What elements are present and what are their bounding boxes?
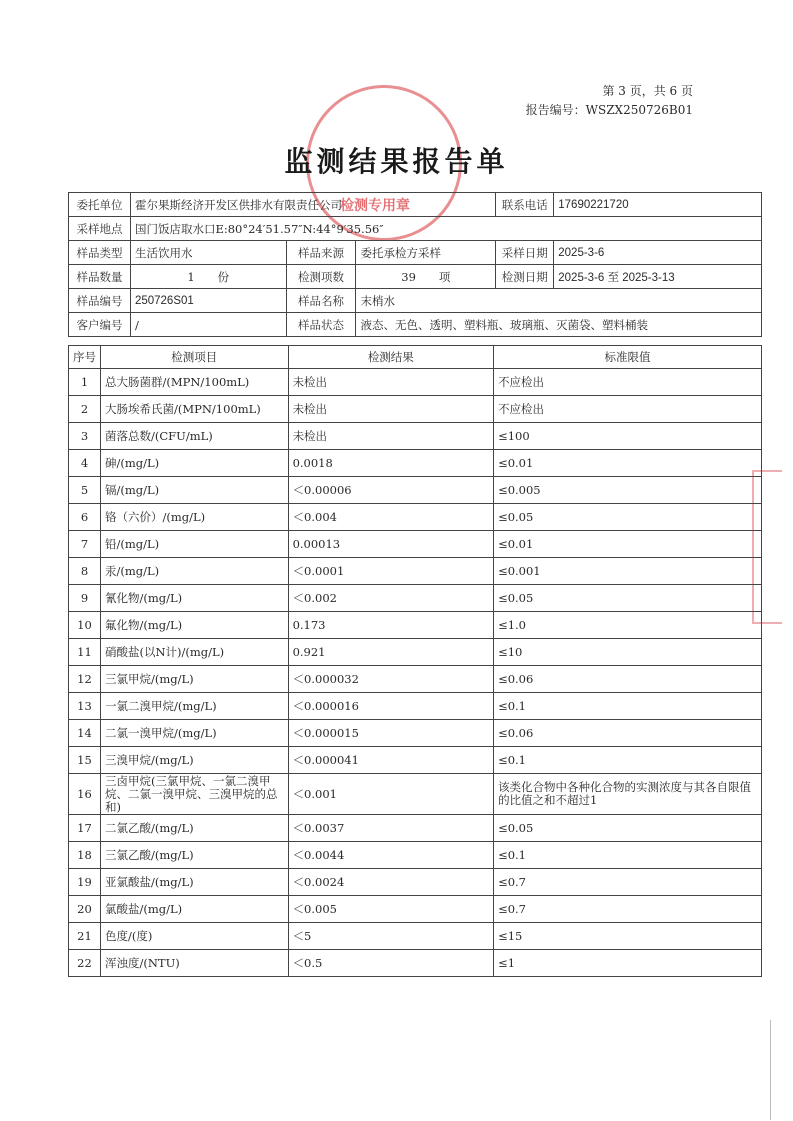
test-date-value: 2025-3-6 至 2025-3-13	[554, 265, 762, 289]
table-row	[69, 477, 762, 504]
row-number: 20	[69, 896, 101, 923]
row-number: 19	[69, 869, 101, 896]
phone-value: 17690221720	[554, 193, 762, 217]
report-number: 报告编号：WSZX250726B01	[525, 103, 693, 117]
row-number: 21	[69, 923, 101, 950]
qty-label: 样品数量	[69, 265, 131, 289]
client-value: 霍尔果斯经济开发区供排水有限责任公司	[130, 193, 495, 217]
name-label: 样品名称	[286, 289, 356, 313]
test-result: 0.0018	[288, 450, 494, 477]
test-item: 氟化物/(mg/L)	[101, 612, 289, 639]
source-label: 样品来源	[286, 241, 356, 265]
table-row	[69, 612, 762, 639]
state-value: 液态、无色、透明、塑料瓶、玻璃瓶、灭菌袋、塑料桶装	[356, 313, 762, 337]
scan-artifact	[770, 1020, 771, 1120]
test-result: ＜0.0037	[288, 815, 494, 842]
row-number: 16	[69, 774, 101, 815]
code-label: 样品编号	[69, 289, 131, 313]
test-item: 铅/(mg/L)	[101, 531, 289, 558]
standard-limit: ≤0.06	[494, 666, 762, 693]
results-header-row	[69, 346, 762, 369]
table-row	[69, 558, 762, 585]
standard-limit: ≤0.05	[494, 585, 762, 612]
standard-limit: ≤0.01	[494, 450, 762, 477]
test-result: 0.921	[288, 639, 494, 666]
row-number: 22	[69, 950, 101, 977]
site-label: 采样地点	[69, 217, 131, 241]
row-number: 15	[69, 747, 101, 774]
test-result: ＜5	[288, 923, 494, 950]
row-number: 14	[69, 720, 101, 747]
test-item: 汞/(mg/L)	[101, 558, 289, 585]
table-row	[69, 774, 762, 815]
test-item: 砷/(mg/L)	[101, 450, 289, 477]
row-number: 5	[69, 477, 101, 504]
info-row	[69, 265, 762, 289]
info-row	[69, 289, 762, 313]
row-number: 10	[69, 612, 101, 639]
standard-limit: ≤10	[494, 639, 762, 666]
row-number: 8	[69, 558, 101, 585]
standard-limit: ≤0.1	[494, 693, 762, 720]
standard-limit: ≤0.1	[494, 842, 762, 869]
row-number: 1	[69, 369, 101, 396]
source-value: 委托承检方采样	[356, 241, 496, 265]
items-value: 39 项	[356, 265, 496, 289]
page-number: 第 3 页，共 6 页	[602, 84, 693, 98]
table-row	[69, 842, 762, 869]
row-number: 9	[69, 585, 101, 612]
table-row	[69, 869, 762, 896]
test-result: ＜0.000041	[288, 747, 494, 774]
standard-limit: ≤0.005	[494, 477, 762, 504]
row-number: 18	[69, 842, 101, 869]
row-number: 13	[69, 693, 101, 720]
results-table	[68, 345, 762, 977]
standard-limit: ≤0.01	[494, 531, 762, 558]
test-result: ＜0.0001	[288, 558, 494, 585]
column-header: 标准限值	[494, 346, 762, 369]
sample-date-value: 2025-3-6	[554, 241, 762, 265]
page-info	[526, 82, 693, 120]
test-result: ＜0.001	[288, 774, 494, 815]
test-result: ＜0.000016	[288, 693, 494, 720]
test-item: 大肠埃希氏菌/(MPN/100mL)	[101, 396, 289, 423]
test-item: 三氯乙酸/(mg/L)	[101, 842, 289, 869]
standard-limit: ≤0.06	[494, 720, 762, 747]
page-title: 监测结果报告单	[284, 145, 509, 178]
items-label: 检测项数	[286, 265, 356, 289]
test-result: ＜0.005	[288, 896, 494, 923]
row-number: 4	[69, 450, 101, 477]
column-header: 检测结果	[288, 346, 494, 369]
name-value: 末梢水	[356, 289, 762, 313]
row-number: 7	[69, 531, 101, 558]
test-item: 二氯一溴甲烷/(mg/L)	[101, 720, 289, 747]
test-result: ＜0.0044	[288, 842, 494, 869]
test-item: 三卤甲烷(三氯甲烷、一氯二溴甲烷、二氯一溴甲烷、三溴甲烷的总和)	[101, 774, 289, 815]
table-row	[69, 504, 762, 531]
test-result: 未检出	[288, 396, 494, 423]
test-result: ＜0.5	[288, 950, 494, 977]
test-item: 铬（六价）/(mg/L)	[101, 504, 289, 531]
test-item: 菌落总数/(CFU/mL)	[101, 423, 289, 450]
results-body	[69, 369, 762, 977]
site-value: 国门饭店取水口E:80°24′51.57″N:44°9′35.56″	[130, 217, 761, 241]
row-number: 17	[69, 815, 101, 842]
client-label: 委托单位	[69, 193, 131, 217]
table-row	[69, 423, 762, 450]
test-item: 总大肠菌群/(MPN/100mL)	[101, 369, 289, 396]
info-row	[69, 313, 762, 337]
test-result: ＜0.002	[288, 585, 494, 612]
test-item: 三溴甲烷/(mg/L)	[101, 747, 289, 774]
test-item: 一氯二溴甲烷/(mg/L)	[101, 693, 289, 720]
table-row	[69, 639, 762, 666]
row-number: 6	[69, 504, 101, 531]
standard-limit: ≤0.1	[494, 747, 762, 774]
standard-limit: ≤0.7	[494, 869, 762, 896]
table-row	[69, 747, 762, 774]
column-header: 检测项目	[101, 346, 289, 369]
test-result: ＜0.000015	[288, 720, 494, 747]
table-row	[69, 396, 762, 423]
test-result: ＜0.0024	[288, 869, 494, 896]
client-no-value: /	[130, 313, 286, 337]
test-date-label: 检测日期	[496, 265, 554, 289]
table-row	[69, 450, 762, 477]
table-row	[69, 666, 762, 693]
test-result: ＜0.00006	[288, 477, 494, 504]
client-no-label: 客户编号	[69, 313, 131, 337]
info-row	[69, 193, 762, 217]
test-result: ＜0.004	[288, 504, 494, 531]
standard-limit: ≤0.001	[494, 558, 762, 585]
table-row	[69, 950, 762, 977]
qty-value: 1 份	[130, 265, 286, 289]
test-item: 硝酸盐(以N计)/(mg/L)	[101, 639, 289, 666]
table-row	[69, 720, 762, 747]
test-item: 二氯乙酸/(mg/L)	[101, 815, 289, 842]
table-row	[69, 369, 762, 396]
info-row	[69, 241, 762, 265]
sample-date-label: 采样日期	[496, 241, 554, 265]
code-value: 250726S01	[130, 289, 286, 313]
standard-limit: 不应检出	[494, 369, 762, 396]
type-label: 样品类型	[69, 241, 131, 265]
test-result: 0.173	[288, 612, 494, 639]
state-label: 样品状态	[286, 313, 356, 337]
table-row	[69, 923, 762, 950]
standard-limit: ≤1	[494, 950, 762, 977]
standard-limit: ≤1.0	[494, 612, 762, 639]
table-row	[69, 531, 762, 558]
table-row	[69, 585, 762, 612]
standard-limit: ≤0.05	[494, 504, 762, 531]
row-number: 12	[69, 666, 101, 693]
column-header: 序号	[69, 346, 101, 369]
standard-limit: ≤100	[494, 423, 762, 450]
sample-info-table	[68, 192, 762, 337]
standard-limit: 不应检出	[494, 396, 762, 423]
phone-label: 联系电话	[496, 193, 554, 217]
test-item: 氯酸盐/(mg/L)	[101, 896, 289, 923]
row-number: 2	[69, 396, 101, 423]
test-item: 亚氯酸盐/(mg/L)	[101, 869, 289, 896]
test-result: 未检出	[288, 423, 494, 450]
table-row	[69, 896, 762, 923]
type-value: 生活饮用水	[130, 241, 286, 265]
test-result: ＜0.000032	[288, 666, 494, 693]
standard-limit: 该类化合物中各种化合物的实测浓度与其各自限值的比值之和不超过1	[494, 774, 762, 815]
table-row	[69, 693, 762, 720]
standard-limit: ≤15	[494, 923, 762, 950]
standard-limit: ≤0.05	[494, 815, 762, 842]
standard-limit: ≤0.7	[494, 896, 762, 923]
test-result: 0.00013	[288, 531, 494, 558]
test-result: 未检出	[288, 369, 494, 396]
row-number: 11	[69, 639, 101, 666]
test-item: 氰化物/(mg/L)	[101, 585, 289, 612]
test-item: 浑浊度/(NTU)	[101, 950, 289, 977]
table-row	[69, 815, 762, 842]
test-item: 色度/(度)	[101, 923, 289, 950]
info-row	[69, 217, 762, 241]
test-item: 三氯甲烷/(mg/L)	[101, 666, 289, 693]
seal-label: 检测专用章	[340, 198, 410, 214]
test-item: 镉/(mg/L)	[101, 477, 289, 504]
row-number: 3	[69, 423, 101, 450]
